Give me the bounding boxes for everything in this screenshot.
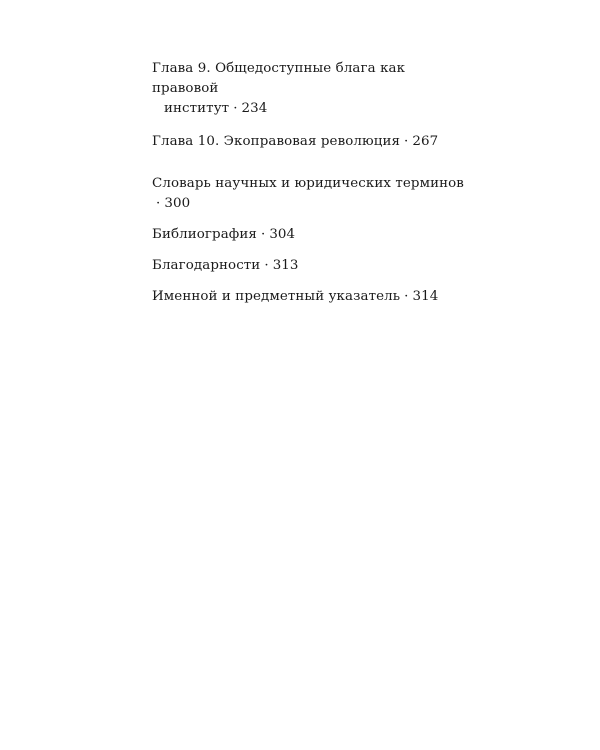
toc-entry-acknowledgements[interactable]: [152, 256, 472, 276]
toc-separator: ·: [404, 134, 409, 149]
toc-separator: ·: [404, 289, 409, 304]
toc-entry-index[interactable]: [152, 287, 472, 307]
toc-entry-continuation: [152, 99, 472, 119]
toc-entry-label: Глава 10. Экоправовая революция: [152, 134, 401, 149]
toc-separator: ·: [260, 227, 266, 242]
toc-entry-label: Глава 9. Общедоступные блага как правовой: [152, 61, 406, 96]
toc-entry-label: Именной и предметный указатель: [152, 289, 401, 304]
toc-entry-label-continued: институт: [164, 101, 230, 116]
toc-entry-chapter-10[interactable]: [152, 132, 472, 152]
toc-separator: ·: [156, 196, 161, 211]
table-of-contents: [152, 59, 472, 307]
toc-page-number: 313: [272, 258, 299, 273]
toc-page-number: 300: [164, 196, 191, 211]
toc-entry-label: Благодарности: [152, 258, 261, 273]
toc-entry-chapter-9[interactable]: [152, 59, 472, 119]
toc-entry-glossary[interactable]: [152, 174, 472, 214]
toc-separator: ·: [264, 258, 269, 273]
toc-page-number: 234: [241, 101, 268, 116]
toc-page-number: 314: [412, 289, 439, 304]
toc-entry-bibliography[interactable]: [152, 225, 472, 245]
toc-entry-label: Библиография: [152, 227, 257, 242]
toc-separator: ·: [233, 101, 238, 116]
toc-page-number: 304: [269, 227, 296, 242]
toc-entry-label: Словарь научных и юридических терминов: [152, 176, 464, 191]
toc-page-number: 267: [412, 134, 439, 149]
